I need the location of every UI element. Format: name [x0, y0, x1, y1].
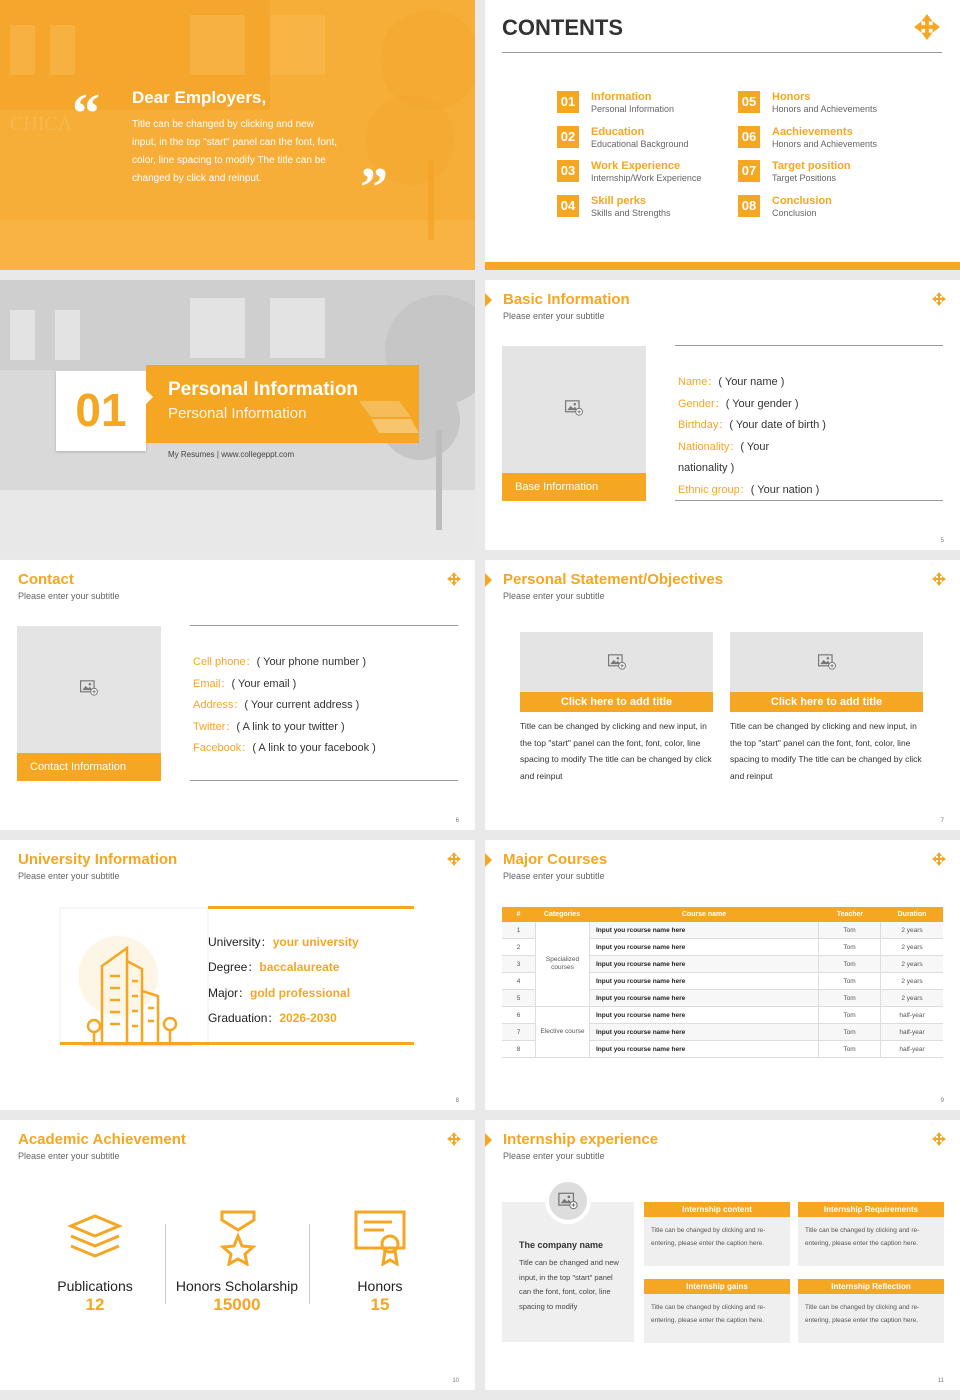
slide-internship-experience[interactable] — [485, 1120, 960, 1390]
slide-title: Personal Statement/Objectives — [503, 571, 724, 588]
field-value: ( Your nation ) — [750, 483, 820, 496]
photo-placeholder[interactable] — [502, 346, 646, 501]
table-cell-index: 1 — [516, 927, 521, 934]
internship-box-body: Title can be changed by clicking and re-entering, please enter the caption here. — [651, 1227, 766, 1247]
contents-item[interactable] — [557, 160, 727, 190]
slide-university-information[interactable] — [0, 840, 475, 1110]
contents-item-number: 03 — [557, 160, 579, 182]
table-cell-teacher: Tom — [819, 1041, 881, 1057]
contents-item[interactable] — [738, 126, 908, 156]
field-row — [678, 415, 943, 437]
table-header-row — [502, 907, 943, 922]
table-cell-duration: 2 years — [901, 927, 923, 934]
field-value: ( Your date of birth ) — [729, 419, 826, 432]
slide-section-divider[interactable] — [0, 280, 475, 550]
page-number: 7 — [940, 818, 944, 824]
section-title-bar — [146, 365, 419, 443]
table-cell-teacher: Tom — [819, 1007, 881, 1023]
university-label: Major： — [208, 985, 251, 1000]
image-placeholder-icon — [558, 1192, 578, 1210]
internship-box-body: Title can be changed by clicking and re-entering, please enter the caption here. — [805, 1304, 920, 1324]
compass-ornament-icon — [914, 14, 940, 40]
contents-item-subtitle: Honors and Achievements — [772, 104, 878, 114]
slide-cover-letter[interactable] — [0, 0, 475, 270]
certificate-icon — [354, 1210, 406, 1266]
table-cell-teacher: Tom — [819, 956, 881, 972]
page-number: 10 — [452, 1378, 459, 1384]
compass-ornament-icon — [447, 572, 461, 586]
internship-box-body: Title can be changed by clicking and re-entering, please enter the caption here. — [805, 1227, 920, 1247]
contents-item[interactable] — [557, 195, 727, 225]
contents-item-number: 07 — [738, 160, 760, 182]
image-placeholder-icon — [817, 654, 837, 670]
university-value: your university — [272, 935, 359, 949]
table-cell-teacher: Tom — [819, 973, 881, 989]
fields-bottom-rule — [675, 500, 943, 501]
achievement-value: 15 — [370, 1295, 390, 1314]
company-description: Title can be changed and new input, in the top "start" panel can the font, font, color, line spacing to modify — [519, 1258, 619, 1311]
internship-box-body: Title can be changed by clicking and re-entering, please enter the caption here. — [651, 1304, 766, 1324]
page-number: 8 — [455, 1098, 459, 1104]
field-value: ( Your — [740, 440, 770, 453]
contents-item-title: Education — [591, 125, 645, 138]
field-row — [678, 394, 943, 416]
svg-text:CHICA: CHICA — [10, 113, 73, 135]
photo-caption: Base Information — [502, 473, 646, 501]
field-row — [678, 372, 943, 394]
contents-item-subtitle: Target Positions — [772, 173, 837, 183]
field-label: Name： — [678, 376, 719, 388]
statement-photo[interactable] — [520, 632, 713, 712]
table-cell-index: 3 — [516, 961, 521, 968]
field-row — [193, 652, 458, 674]
university-row — [208, 955, 359, 980]
field-row — [678, 458, 943, 480]
field-label: Facebook： — [193, 742, 253, 755]
compass-ornament-icon — [932, 1132, 946, 1146]
contents-item-subtitle: Personal Information — [591, 104, 675, 114]
title-marker — [485, 853, 492, 867]
contents-item-number: 01 — [557, 91, 579, 113]
table-cell-teacher: Tom — [819, 939, 881, 955]
field-value: ( A link to your facebook ) — [252, 742, 376, 755]
section-footer: My Resumes | www.collegeppt.com — [168, 450, 295, 459]
slide-academic-achievement[interactable] — [0, 1120, 475, 1390]
table-cell-duration: 2 years — [901, 978, 923, 985]
contents-item-number: 02 — [557, 126, 579, 148]
university-value: gold professional — [250, 985, 351, 1000]
table-cell-course: Input you rcourse name here — [589, 1041, 819, 1057]
achievement-stat — [20, 1278, 170, 1315]
contents-item-subtitle: Conclusion — [772, 207, 817, 218]
company-logo[interactable] — [545, 1178, 591, 1224]
title-marker — [485, 1133, 492, 1147]
slide-personal-statement[interactable] — [485, 560, 960, 830]
contents-item-number: 05 — [738, 91, 760, 113]
page-number: 11 — [937, 1378, 944, 1384]
photo-caption: Contact Information — [17, 753, 161, 781]
internship-box[interactable] — [798, 1279, 944, 1343]
field-label: Twitter： — [193, 720, 237, 733]
table-cell-teacher: Tom — [819, 1024, 881, 1040]
contents-item-number: 06 — [738, 126, 760, 148]
internship-box-title: Internship Requirements — [798, 1202, 944, 1217]
quote-open-mark: “ — [72, 83, 100, 145]
statement-card-2[interactable] — [730, 632, 923, 784]
contents-item-number: 08 — [738, 195, 760, 217]
field-row — [678, 437, 943, 459]
table-category-cell: Specialized courses — [535, 922, 589, 1007]
table-cell-teacher: Tom — [819, 990, 881, 1006]
fields-top-rule — [190, 625, 458, 626]
slide-title: Contact — [18, 571, 74, 588]
university-value: 2026-2030 — [279, 1010, 337, 1025]
internship-box[interactable] — [798, 1202, 944, 1266]
image-placeholder-icon — [607, 654, 627, 670]
achievement-label: Publications — [57, 1278, 133, 1294]
compass-ornament-icon — [447, 852, 461, 866]
university-label: University： — [208, 935, 273, 949]
statement-body: Title can be changed by clicking and new input, in the top "start" panel can the font, font, color, line spacing to modify The title can be changed by click and reinput — [520, 721, 712, 781]
contents-item-subtitle: Internship/Work Experience — [591, 173, 702, 183]
field-value: ( Your phone number ) — [256, 656, 367, 668]
company-body-text — [519, 1240, 623, 1314]
field-label: Address： — [193, 699, 245, 712]
slide-title: University Information — [18, 851, 178, 868]
cover-heading: Dear Employers, — [132, 88, 267, 107]
university-row — [208, 930, 359, 955]
contents-item-title: Aachievements — [772, 125, 853, 138]
table-cell-course: Input you rcourse name here — [589, 973, 819, 989]
field-row — [193, 674, 458, 696]
page-number: 9 — [940, 1098, 944, 1104]
table-header-cell: Categories — [543, 911, 581, 918]
slide-title: Academic Achievement — [18, 1131, 186, 1148]
fields-bottom-rule — [190, 780, 458, 781]
cover-body: Title can be changed by clicking and new input, in the top "start" panel can the font, font, color, line spacing to modify The title can be changed by click and reinput. — [132, 119, 338, 184]
university-value: baccalaureate — [259, 960, 340, 975]
table-cell-index: 4 — [516, 978, 521, 985]
slide-subtitle: Please enter your subtitle — [18, 871, 120, 881]
page-number: 6 — [455, 818, 459, 824]
contents-item-title: Work Experience — [591, 160, 681, 172]
table-header-cell: Duration — [897, 911, 927, 918]
buildings-icon — [82, 936, 192, 1046]
table-cell-course: Input you rcourse name here — [589, 922, 819, 938]
slide-title: Basic Information — [503, 291, 630, 308]
contents-item[interactable] — [557, 126, 727, 156]
slide-subtitle: Please enter your subtitle — [503, 871, 605, 881]
image-placeholder-icon — [564, 400, 584, 416]
table-cell-duration: 2 years — [901, 961, 923, 968]
books-icon — [67, 1214, 123, 1260]
image-placeholder-icon — [79, 680, 99, 696]
page-number: 5 — [940, 538, 944, 544]
statement-body: Title can be changed by clicking and new input, in the top "start" panel can the font, font, color, line spacing to modify The title can be changed by click and reinput — [730, 721, 922, 781]
table-cell-index: 5 — [516, 995, 521, 1002]
table-header-cell: Teacher — [836, 911, 864, 918]
internship-box[interactable] — [644, 1279, 790, 1343]
section-number-card — [56, 371, 146, 451]
basic-fields — [678, 372, 943, 502]
contents-title: CONTENTS — [502, 15, 623, 40]
field-label: Cell phone： — [193, 656, 257, 668]
contents-item-subtitle: Skills and Strengths — [591, 207, 671, 218]
photo-placeholder[interactable] — [17, 626, 161, 781]
compass-ornament-icon — [932, 572, 946, 586]
contents-item[interactable] — [738, 160, 908, 190]
internship-box-title: Internship gains — [644, 1279, 790, 1294]
courses-table — [502, 907, 943, 1053]
table-cell-index: 7 — [516, 1029, 521, 1036]
internship-box-title: Internship Reflection — [798, 1279, 944, 1294]
contents-divider — [502, 52, 942, 53]
achievement-value: 15000 — [213, 1295, 261, 1314]
table-cell-duration: 2 years — [901, 995, 923, 1002]
contents-item-title: Skill perks — [591, 194, 647, 207]
achievement-label: Honors Scholarship — [175, 1278, 299, 1294]
slide-subtitle: Please enter your subtitle — [18, 591, 120, 601]
slide-subtitle: Please enter your subtitle — [503, 591, 605, 601]
slide-title: Internship experience — [503, 1131, 659, 1148]
table-cell-course: Input you rcourse name here — [589, 990, 819, 1006]
contents-item[interactable] — [738, 91, 908, 121]
table-cell-duration: 2 years — [901, 944, 923, 951]
table-header-cell: Course name — [681, 911, 727, 918]
quote-close-mark: ” — [360, 157, 388, 219]
field-value: ( Your email ) — [231, 677, 297, 690]
contents-item-title: Honors — [772, 91, 811, 103]
university-details — [208, 930, 359, 1031]
field-row — [193, 695, 458, 717]
section-number: 01 — [75, 384, 127, 436]
contents-item-title: Information — [591, 91, 652, 103]
slide-major-courses[interactable] — [485, 840, 960, 1110]
contents-bottom-bar — [485, 262, 960, 270]
contents-item[interactable] — [557, 91, 727, 121]
section-title: Personal Information — [168, 379, 359, 400]
contents-item-subtitle: Educational Background — [591, 138, 689, 149]
fields-top-rule — [675, 345, 943, 346]
university-label: Degree： — [208, 960, 260, 975]
field-value: nationality ) — [678, 462, 735, 475]
statement-caption[interactable]: Click here to add title — [730, 692, 923, 712]
table-cell-duration: half-year — [899, 1046, 925, 1053]
slide-contents[interactable] — [485, 0, 960, 270]
field-value: ( A link to your twitter ) — [236, 720, 345, 733]
table-category-cell: Elective course — [535, 1007, 589, 1058]
table-cell-index: 6 — [516, 1012, 521, 1019]
compass-ornament-icon — [932, 292, 946, 306]
medal-icon — [216, 1210, 260, 1266]
table-cell-course: Input you rcourse name here — [589, 1007, 819, 1023]
company-name: The company name — [519, 1240, 604, 1250]
statement-photo[interactable] — [730, 632, 923, 712]
contact-fields — [193, 652, 458, 760]
title-marker — [485, 293, 492, 307]
field-row — [678, 480, 943, 502]
slide-title: Major Courses — [503, 851, 608, 868]
achievement-value: 12 — [85, 1295, 105, 1314]
compass-ornament-icon — [932, 852, 946, 866]
achievement-stat — [162, 1278, 312, 1315]
field-label: Ethnic group： — [678, 483, 751, 496]
table-cell-course: Input you rcourse name here — [589, 939, 819, 955]
compass-ornament-icon — [447, 1132, 461, 1146]
statement-caption[interactable]: Click here to add title — [520, 692, 713, 712]
field-row — [193, 717, 458, 739]
field-value: ( Your name ) — [718, 376, 785, 388]
slide-subtitle: Please enter your subtitle — [503, 1151, 605, 1161]
field-label: Email： — [193, 677, 232, 690]
achievement-label: Honors — [357, 1278, 403, 1294]
university-row — [208, 1006, 359, 1031]
table-cell-duration: half-year — [899, 1012, 925, 1019]
contents-item-title: Conclusion — [772, 194, 832, 207]
slide-subtitle: Please enter your subtitle — [503, 311, 605, 321]
table-cell-teacher: Tom — [819, 922, 881, 938]
title-marker — [485, 573, 492, 587]
table-cell-course: Input you rcourse name here — [589, 1024, 819, 1040]
slide-contact[interactable] — [0, 560, 475, 830]
field-label: Gender： — [678, 397, 726, 410]
field-label: Birthday： — [678, 419, 730, 432]
field-row — [193, 738, 458, 760]
table-cell-index: 2 — [516, 944, 521, 951]
contents-item-title: Target position — [772, 160, 851, 172]
achievement-stat — [305, 1278, 455, 1315]
university-label: Graduation： — [208, 1010, 280, 1025]
internship-box-title: Internship content — [644, 1202, 790, 1217]
statement-card-1[interactable] — [520, 632, 713, 784]
internship-box[interactable] — [644, 1202, 790, 1266]
field-label: Nationality： — [678, 440, 741, 453]
university-row — [208, 981, 359, 1006]
contents-item-number: 04 — [557, 195, 579, 217]
contents-item-subtitle: Honors and Achievements — [772, 138, 878, 149]
field-value: ( Your current address ) — [244, 699, 360, 712]
table-cell-index: 8 — [516, 1046, 521, 1053]
table-cell-duration: half-year — [899, 1029, 925, 1036]
field-value: ( Your gender ) — [725, 397, 799, 410]
table-header-cell: # — [516, 911, 521, 918]
slide-subtitle: Please enter your subtitle — [18, 1151, 120, 1161]
table-cell-course: Input you rcourse name here — [589, 956, 819, 972]
slide-basic-information[interactable] — [485, 280, 960, 550]
contents-item[interactable] — [738, 195, 908, 225]
section-bar-stripes — [349, 397, 419, 437]
section-subtitle: Personal Information — [168, 405, 307, 422]
